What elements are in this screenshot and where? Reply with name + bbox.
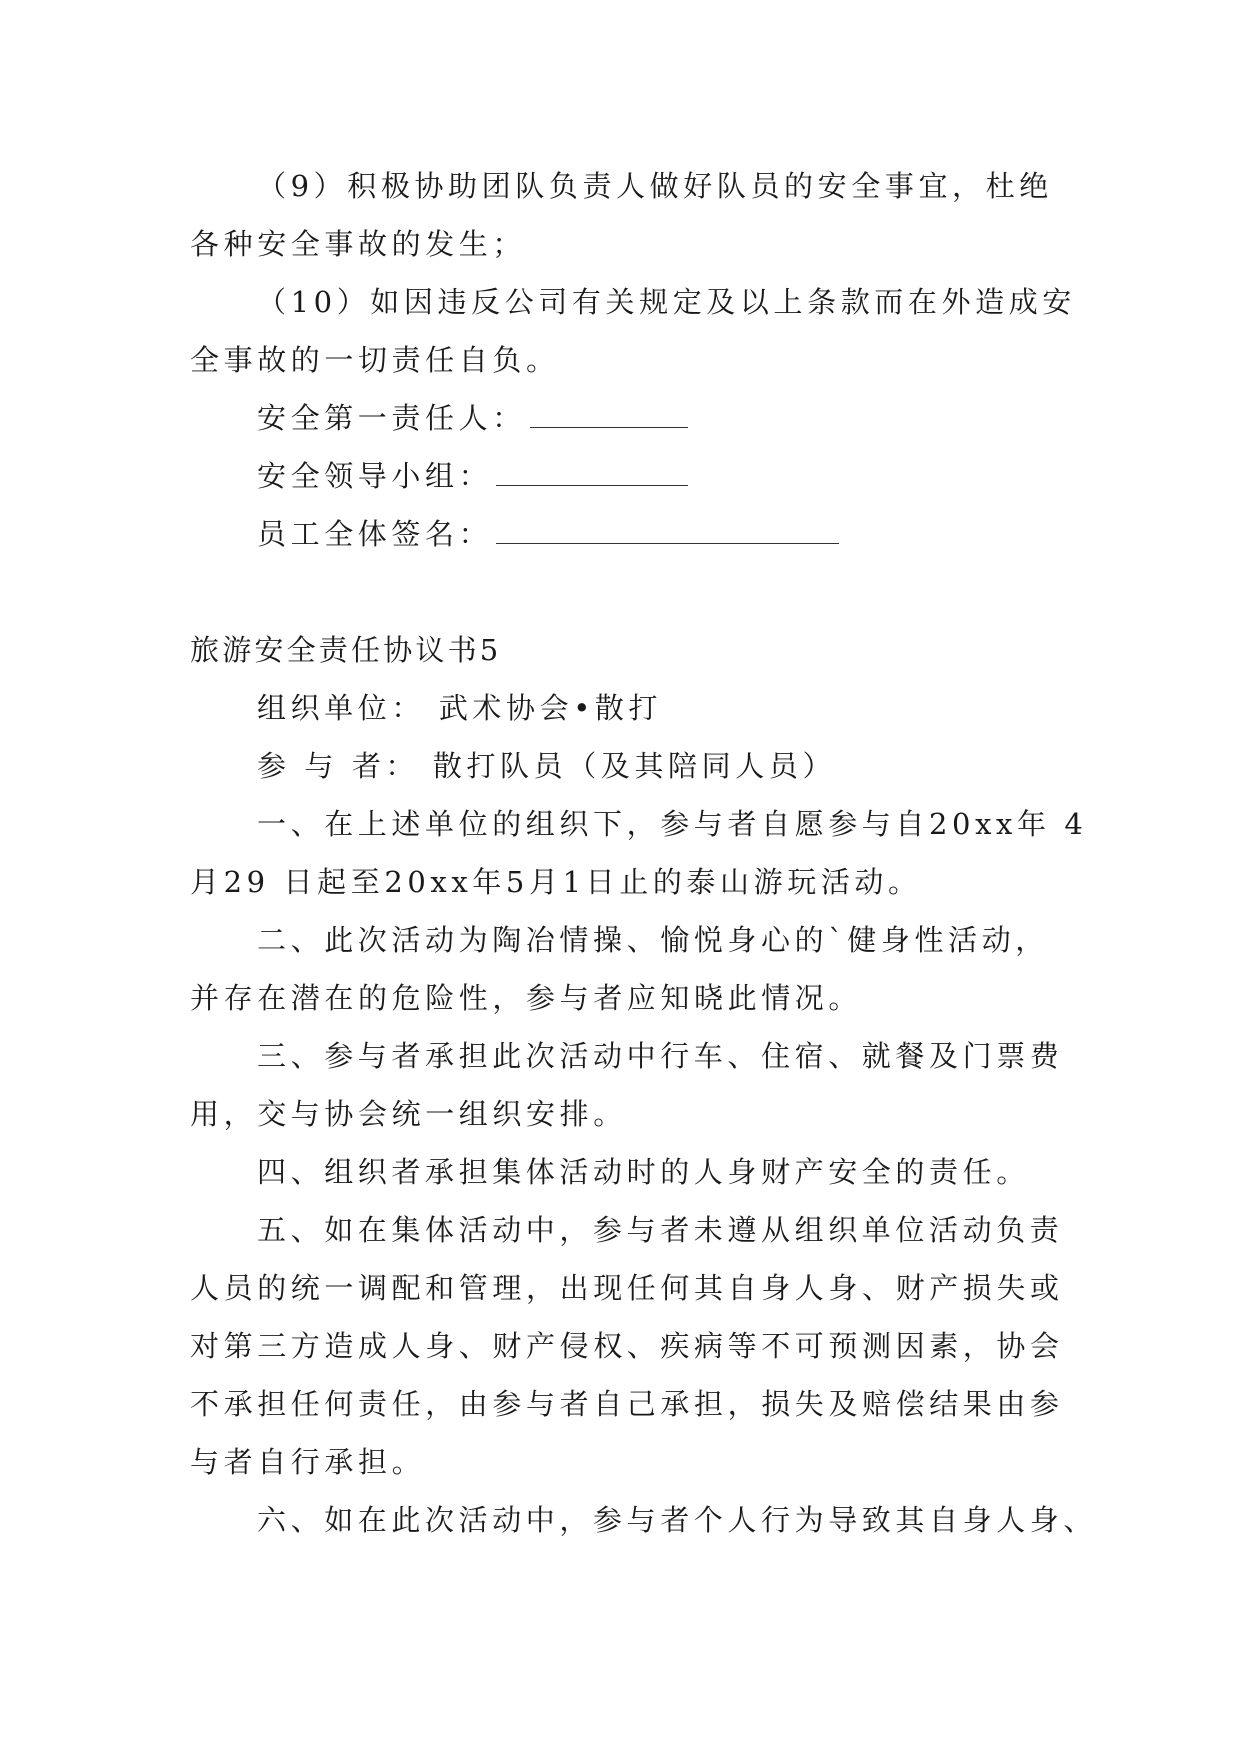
clause-4-line-1: 四、组织者承担集体活动时的人身财产安全的责任。 xyxy=(257,1155,1030,1189)
clause-2-line-1: 二、此次活动为陶冶情操、愉悦身心的`健身性活动， xyxy=(257,923,1049,957)
item-9-line-2: 各种安全事故的发生； xyxy=(190,227,527,261)
clause-2-line-2: 并存在潜在的危险性，参与者应知晓此情况。 xyxy=(190,981,863,1015)
clause-5-line-4: 不承担任何责任，由参与者自己承担，损失及赔偿结果由参 xyxy=(190,1387,1064,1421)
signature-leading-group xyxy=(257,456,1050,496)
signature-first-responsible-blank xyxy=(530,403,688,428)
signature-all-staff xyxy=(257,514,1050,554)
participants-line: 参 与 者： 散打队员（及其陪同人员） xyxy=(257,749,837,783)
clause-3-line-1: 三、参与者承担此次活动中行车、住宿、就餐及门票费 xyxy=(257,1039,1064,1073)
clause-1-line-2: 月29 日起至20xx年5月1日止的泰山游玩活动。 xyxy=(190,865,922,899)
clause-5-line-5: 与者自行承担。 xyxy=(190,1445,426,1479)
section-title: 旅游安全责任协议书5 xyxy=(190,633,502,667)
clause-5-line-2: 人员的统一调配和管理，出现任何其自身人身、财产损失或 xyxy=(190,1271,1064,1305)
signature-leading-group-blank xyxy=(496,461,688,486)
clause-5-line-3: 对第三方造成人身、财产侵权、疾病等不可预测因素，协会 xyxy=(190,1329,1064,1363)
signature-leading-group-label: 安全领导小组： xyxy=(257,459,493,493)
organizer-line: 组织单位： 武术协会•散打 xyxy=(257,691,663,725)
signature-first-responsible-label: 安全第一责任人： xyxy=(257,401,526,435)
signature-all-staff-blank xyxy=(496,519,839,544)
item-10-line-2: 全事故的一切责任自负。 xyxy=(190,343,560,377)
item-10-line-1: （10）如因违反公司有关规定及以上条款而在外造成安 xyxy=(257,285,1076,319)
signature-first-responsible xyxy=(257,398,1050,438)
signature-all-staff-label: 员工全体签名： xyxy=(257,517,493,551)
clause-1-line-1: 一、在上述单位的组织下，参与者自愿参与自20xx年 4 xyxy=(257,807,1088,841)
item-9-line-1: （9）积极协助团队负责人做好队员的安全事宜，杜绝 xyxy=(257,169,1053,203)
clause-3-line-2: 用，交与协会统一组织安排。 xyxy=(190,1097,627,1131)
clause-5-line-1: 五、如在集体活动中，参与者未遵从组织单位活动负责 xyxy=(257,1213,1064,1247)
clause-6-line-1: 六、如在此次活动中，参与者个人行为导致其自身人身、 xyxy=(257,1503,1098,1537)
